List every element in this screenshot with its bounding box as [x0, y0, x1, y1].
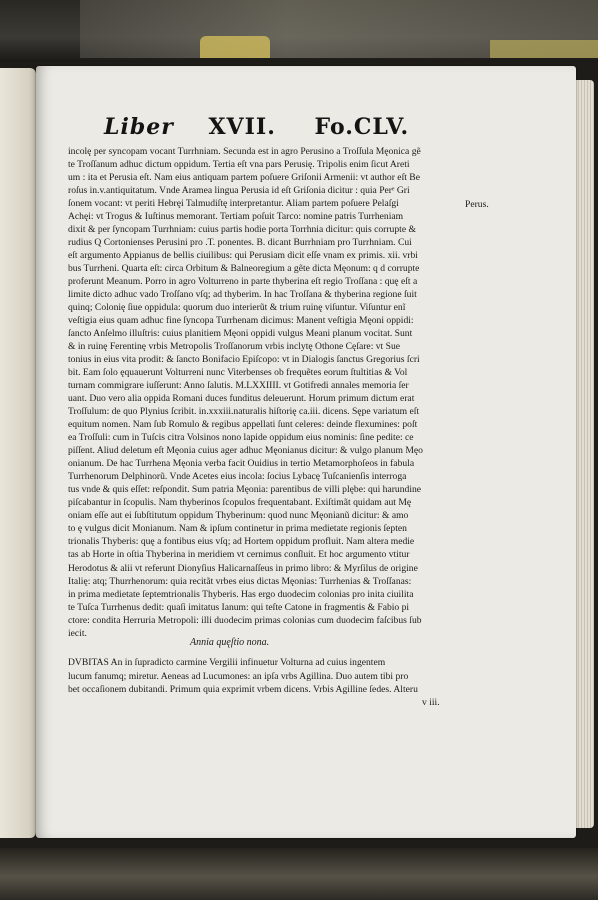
running-head-book-number: XVII. — [208, 114, 276, 140]
text-line: & in ruinę Ferentinę vrbis Metropolis Troſſanorum vrbis inclytę Othone Cęſare: vt Sue — [68, 341, 401, 353]
left-page-edge — [0, 68, 36, 838]
text-line: trionalis Thyberis: quę a fontibus eius vſq; ad Hortem oppidum profluit. Nam altera medie — [68, 536, 415, 548]
backdrop-bottom — [0, 848, 598, 900]
text-line: Achęi: vt Trogus & Iuſtinus memorant. Tertiam poſuit Tarco: nomine patris Turrheniam — [68, 211, 404, 223]
text-line: turnam commigrare iuſſerunt: Anno ſalutis. M.LXXIIII. vt Gotifredi annales memoria ſer — [68, 380, 409, 392]
text-line: onianum. De hac Turrhena Męonia verba facit Ouidius in tertio Metamorphoſeos in fabula — [68, 458, 415, 470]
text-line: Italię: atq; Thurrhenorum: quia recitãt vrbes eius dictas Męonias: Turrhenias & Troſſanas: — [68, 575, 412, 587]
text-line: DVBITAS An in ſupradicto carmine Vergilii infinuetur Volturna ad cuius ingentem — [68, 657, 386, 668]
text-line: lucum fanumq; miretur. Aeneas ad Lucumones: an ipſa vrbs Agillina. Duo autem tibi pro — [68, 670, 409, 682]
second-paragraph — [68, 656, 462, 697]
yellow-tab-right — [490, 40, 598, 58]
text-line: veſtigia eius quam adhuc fine ſyncopa Turrhenam dicimus: Manent veſtigia Męoni oppidi: — [68, 315, 414, 327]
text-line: incolę per syncopam vocant Turrhniam. Secunda est in agro Perusino a Troſſula Męonica gẽ — [68, 146, 421, 157]
text-line: proferunt Meanum. Porro in agro Volturreno in parte thyberina eſt regio Troſſana : quę eſt a — [68, 276, 418, 288]
text-line: piſſent. Aliud deletum eſt Męonia cuius ager adhuc Męonianus dicitur: & vulgo planum Męo — [68, 445, 423, 457]
text-line: piſcabantur in ſcopulis. Nam thyberinos ſcopulos frequentabant. Exiſtimãt quidam aut Mę — [68, 497, 412, 509]
text-line: equitum nomen. Nam ſub Romulo & regibus appellati ſunt celeres: deinde flexumines: poſt — [68, 419, 418, 431]
text-line: eſt argumento Appianus de bellis ciuilibus: qui Perusiam dicit eſſe vnam ex primis. xii. vrbi — [68, 250, 418, 262]
text-line: ea Troſſuli: cum in Tuſcis citra Volsinos nono lapide oppidum eius nominis: ſine pedite: ce — [68, 432, 414, 444]
text-line: tonius in eius vita prodit: & ſancto Bonifacio Epiſcopo: vt in Dialogis ſanctus Gregorius ſcri — [68, 354, 420, 366]
text-line: iecit. — [68, 627, 87, 639]
backdrop-top — [0, 0, 598, 62]
text-line: in prima medietate ſeptemtrionalis Thyberis. Has ergo duodecim colonias pro inita ciuilita — [68, 588, 414, 600]
text-line: um : ita et Perusia eſt. Nam eius antiquam partem poſuere Griſonii Armenii: vt author eſt Be — [68, 172, 420, 184]
text-line: bus Turrheni. Quarta eſt: circa Orbitum & Balneoregium a gẽte dicta Męonum: q d corrupte — [68, 263, 420, 275]
text-line: quinq; Colonię ſiue oppidula: quorum duo interierũt & trium ruinę viſuntur. Viſuntur enĩ — [68, 302, 406, 314]
text-line: Troſſulum: de quo Plynius ſcribit. in.xxxiii.naturalis hiſtorię ca.iii. dicens. Sępe variatum eſt — [68, 406, 420, 418]
text-line: Herodotus & alii vt referunt Dionyſius Halicarnaſſeus in primo libro: & Myrſilus de origine — [68, 562, 418, 574]
book-page — [36, 66, 576, 838]
text-line: rudius Q Cortonienses Perusini pro .T. ponentes. B. dicant Burrhniam pro Turrhniam. Cui — [68, 237, 412, 249]
catchword: v iii. — [422, 697, 440, 708]
running-head-liber: Liber — [104, 114, 174, 140]
text-line: te Troſſanum adhuc dictum oppidum. Tertia eſt vna pars Perusię. Tripolis enim ſicut Areti — [68, 159, 410, 171]
text-line: roſus in.v.antiquitatum. Vnde Aramea lingua Perusia id eſt Griſonia dicitur : quia Perᵉ Gri — [68, 185, 410, 197]
text-line: dixit & per ſyncopam Turrhniam: cuius partis hodie porta Torrhnia dicitur: quis corrupte & — [68, 224, 416, 236]
text-line: tus vnde & quis eſſet: reſpondit. Sum patria Męonia: parentibus de villi plębe: qui harundine — [68, 484, 422, 496]
text-line: ſancto Anſelmo illuſtris: cuius planitiem Męoni oppidi vulgus Meani planum vocitat. Sunt — [68, 328, 413, 340]
text-line: tas ab Horte in oſtia Thyberina in meridiem vt cernimus conſluit. Et hoc argumento vtitur — [68, 549, 410, 561]
text-line: ctore: condita Herruria Metropoli: illi duodecim primas colonias cum duodecim faſcibus ſub — [68, 614, 422, 626]
text-line: limite dicto adhuc vado Troſſano vſq; ad thyberim. In hac Troſſana & thyberina regione ſuit — [68, 289, 417, 301]
text-line: to ę vulgus dicit Monianum. Nam & ipſum continetur in prima medietate regionis ſepten — [68, 523, 407, 535]
text-line: uant. Duo vero alia oppida Romani duces funditus deleuerunt. Horum primum dictum erat — [68, 393, 415, 405]
yellow-tab — [200, 36, 270, 58]
text-line: bet occaſionem dubitandi. Primum quia exprimit vrbem dicens. Vrbis Agilline ſedes. Alteru — [68, 684, 418, 696]
text-line: Turrhenorum Delphinorũ. Vnde Acetes eius incola: ſocius Lybacę Tuſcanienſis interroga — [68, 471, 407, 483]
text-line: oniam eſſe aut ei ſubſtitutum oppidum Thyberinum: quod nunc Męonianũ dicitur: & amo — [68, 510, 409, 522]
margin-note: Perus. — [465, 199, 489, 210]
running-head — [104, 114, 464, 140]
running-head-folio: Fo.CLV. — [314, 114, 410, 140]
section-heading: Annia quęſtio nona. — [190, 637, 270, 648]
text-line: te Tuſca Turrhenus dedit: quaſi imitatus Ianum: qui teſte Catone in fragmentis & Fabio pi — [68, 601, 410, 613]
body-text — [68, 145, 462, 640]
text-line: bit. Eam ſolo ęquauerunt Volturreni nunc Viterbenses ob frequẽtes eorum ſtultitias & Vol — [68, 367, 408, 379]
text-line: ſonem vocant: vt periti Hebręi Talmudiſtę interpretantur. Aliam partem poſuere Pelaſgi — [68, 198, 399, 210]
